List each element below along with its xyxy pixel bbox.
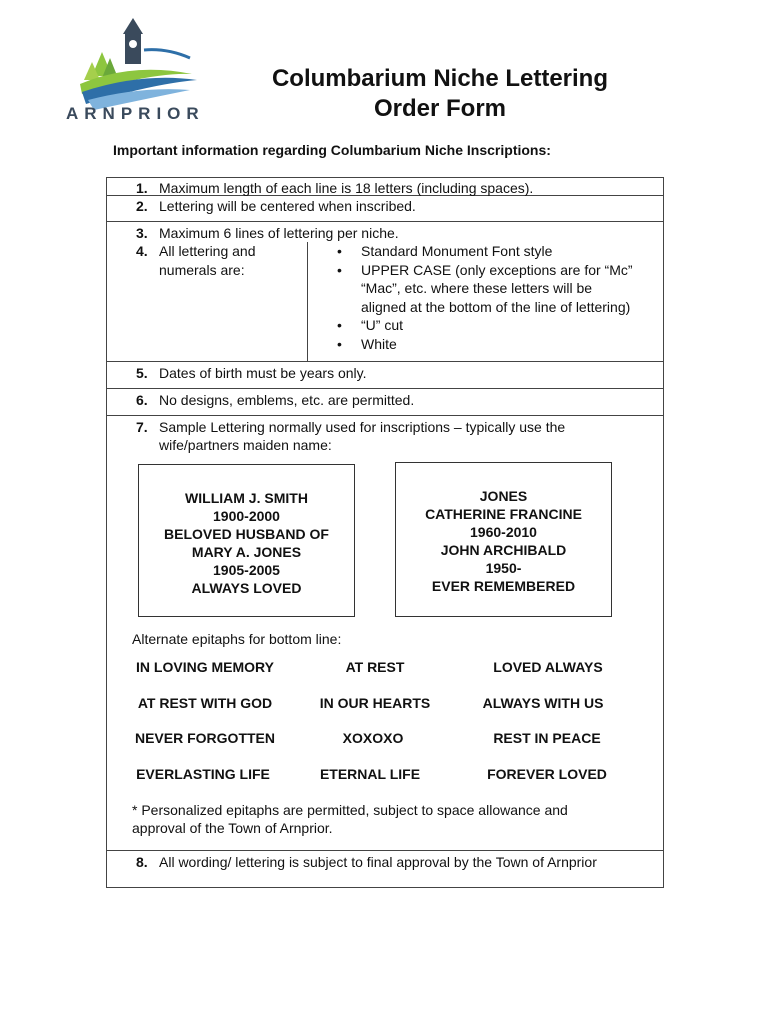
row-divider	[106, 850, 664, 851]
inscription-line: 1905-2005	[213, 562, 280, 578]
intro-heading: Important information regarding Columbarium Niche Inscriptions:	[113, 142, 551, 158]
epitaph-option: ALWAYS WITH US	[482, 695, 604, 711]
note-line: * Personalized epitaphs are permitted, subject to space allowance and	[132, 802, 568, 818]
rule-text: wife/partners maiden name:	[159, 437, 332, 453]
rule-text: Maximum length of each line is 18 letters (including spaces).	[159, 180, 534, 196]
rule-number: 6.	[136, 392, 148, 408]
epitaph-option: XOXOXO	[342, 730, 404, 746]
list-item: • Standard Monument Font style	[337, 242, 633, 261]
inscription-line: EVER REMEMBERED	[431, 578, 576, 594]
rule-text: Dates of birth must be years only.	[159, 365, 367, 381]
continuation-text: aligned at the bottom of the line of lettering)	[361, 298, 631, 315]
lettering-spec-list	[337, 242, 633, 353]
epitaph-option: ETERNAL LIFE	[319, 766, 421, 782]
epitaph-option: EVERLASTING LIFE	[136, 766, 270, 782]
inscription-line: ALWAYS LOVED	[191, 580, 302, 596]
rule-number: 8.	[136, 854, 148, 870]
rule-text: numerals are:	[159, 262, 245, 278]
inscription-line: WILLIAM J. SMITH	[185, 490, 308, 506]
epitaph-option: NEVER FORGOTTEN	[134, 730, 275, 746]
list-item-continuation	[337, 279, 633, 298]
personalized-epitaph-note	[132, 801, 632, 837]
row-divider	[106, 388, 664, 389]
rule-text: No designs, emblems, etc. are permitted.	[159, 392, 415, 408]
rule-text: Maximum 6 lines of lettering per niche.	[159, 225, 399, 241]
rule-number: 5.	[136, 365, 148, 381]
list-item-continuation	[337, 298, 633, 317]
logo-wordmark: ARNPRIOR	[66, 104, 205, 123]
row-divider	[106, 361, 664, 362]
alternate-epitaphs-label: Alternate epitaphs for bottom line:	[132, 631, 342, 647]
list-item: • UPPER CASE (only exceptions are for “Mc”	[337, 261, 633, 280]
rule-text: All lettering and	[159, 243, 256, 259]
inscription-line: JOHN ARCHIBALD	[440, 542, 567, 558]
page-title	[225, 64, 655, 124]
note-line: approval of the Town of Arnprior.	[132, 820, 333, 836]
inscription-line: 1950-	[485, 560, 522, 576]
inscription-line: 1900-2000	[213, 508, 280, 524]
inscription-line: MARY A. JONES	[191, 544, 302, 560]
epitaph-option: IN OUR HEARTS	[319, 695, 431, 711]
epitaph-option: AT REST WITH GOD	[137, 695, 273, 711]
rule-text: All wording/ lettering is subject to final approval by the Town of Arnprior	[159, 854, 597, 870]
row-divider	[106, 221, 664, 222]
rule-number: 1.	[136, 180, 148, 196]
rule-number: 7.	[136, 419, 148, 435]
epitaph-option: LOVED ALWAYS	[493, 659, 603, 675]
list-item: • “U” cut	[337, 316, 633, 335]
rule-number: 2.	[136, 198, 148, 214]
epitaph-option: REST IN PEACE	[493, 730, 601, 746]
inscription-line: JONES	[479, 488, 528, 504]
rule-text: Lettering will be centered when inscribed.	[159, 198, 416, 214]
epitaph-option: FOREVER LOVED	[487, 766, 607, 782]
row-divider	[106, 415, 664, 416]
title-line-2: Order Form	[373, 95, 507, 122]
continuation-text: “Mac”, etc. where these letters will be	[361, 280, 593, 296]
rule-text: Sample Lettering normally used for inscriptions – typically use the	[159, 419, 566, 435]
rule-number: 4.	[136, 243, 148, 259]
sample-inscription-right	[395, 462, 612, 617]
epitaph-option: AT REST	[345, 659, 405, 675]
sample-inscription-left	[138, 464, 355, 617]
column-divider	[307, 242, 308, 361]
inscription-line: CATHERINE FRANCINE	[425, 506, 582, 522]
epitaph-option: IN LOVING MEMORY	[136, 659, 274, 675]
inscription-line: 1960-2010	[470, 524, 537, 540]
rule-number: 3.	[136, 225, 148, 241]
inscription-line: BELOVED HUSBAND OF	[164, 526, 329, 542]
list-item: • White	[337, 335, 633, 354]
title-line-1: Columbarium Niche Lettering	[271, 65, 609, 92]
